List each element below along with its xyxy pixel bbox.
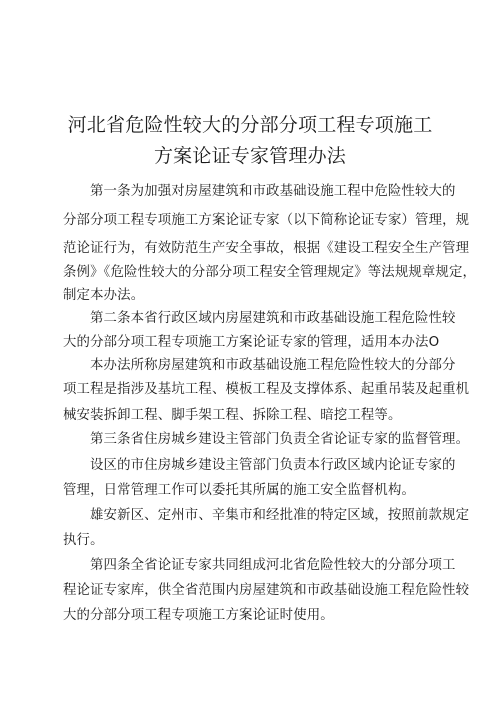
body-line: 程论证专家库，供全省范围内房屋建筑和市政基础设施工程危险性较 bbox=[63, 583, 470, 598]
body-line: 管理，日常管理工作可以委托其所属的施工安全监督机构。 bbox=[63, 483, 416, 498]
body-line: 第三条省住房城乡建设主管部门负责全省论证专家的监督管理。 bbox=[90, 432, 470, 447]
body-line: 执行。 bbox=[63, 533, 104, 548]
body-line: 第四条全省论证专家共同组成河北省危险性较大的分部分项工 bbox=[90, 558, 456, 573]
body-line: 范论证行为，有效防范生产安全事故，根据《建设工程安全生产管理 bbox=[63, 241, 470, 256]
body-line: 条例》《危险性较大的分部分项工程安全管理规定》等法规规章规定， bbox=[63, 265, 477, 280]
body-line: 分部分项工程专项施工方案论证专家（以下简称论证专家）管理，规 bbox=[63, 213, 470, 228]
body-line: 本办法所称房屋建筑和市政基础设施工程危险性较大的分部分 bbox=[90, 358, 456, 373]
body-line: 制定本办法。 bbox=[63, 288, 145, 303]
body-line: 大的分部分项工程专项施工方案论证专家的管理，适用本办法O bbox=[63, 335, 440, 350]
body-line: 大的分部分项工程专项施工方案论证时使用。 bbox=[63, 608, 334, 623]
body-line: 雄安新区、定州市、辛集市和经批准的特定区域，按照前款规定 bbox=[90, 508, 470, 523]
body-line: 械安装拆卸工程、脚手架工程、拆除工程、暗挖工程等。 bbox=[63, 408, 402, 423]
body-line: 设区的市住房城乡建设主管部门负责本行政区域内论证专家的 bbox=[90, 458, 456, 473]
body-line: 项工程是指涉及基坑工程、模板工程及支撑体系、起重吊装及起重机 bbox=[63, 382, 470, 397]
document-title-line-1: 河北省危险性较大的分部分项工程专项施工 bbox=[67, 114, 433, 136]
body-line: 第一条为加强对房屋建筑和市政基础设施工程中危险性较大的 bbox=[90, 184, 456, 199]
body-line: 第二条本省行政区域内房屋建筑和市政基础设施工程危险性较 bbox=[90, 311, 456, 326]
document-title-line-2: 方案论证专家管理办法 bbox=[153, 145, 346, 167]
